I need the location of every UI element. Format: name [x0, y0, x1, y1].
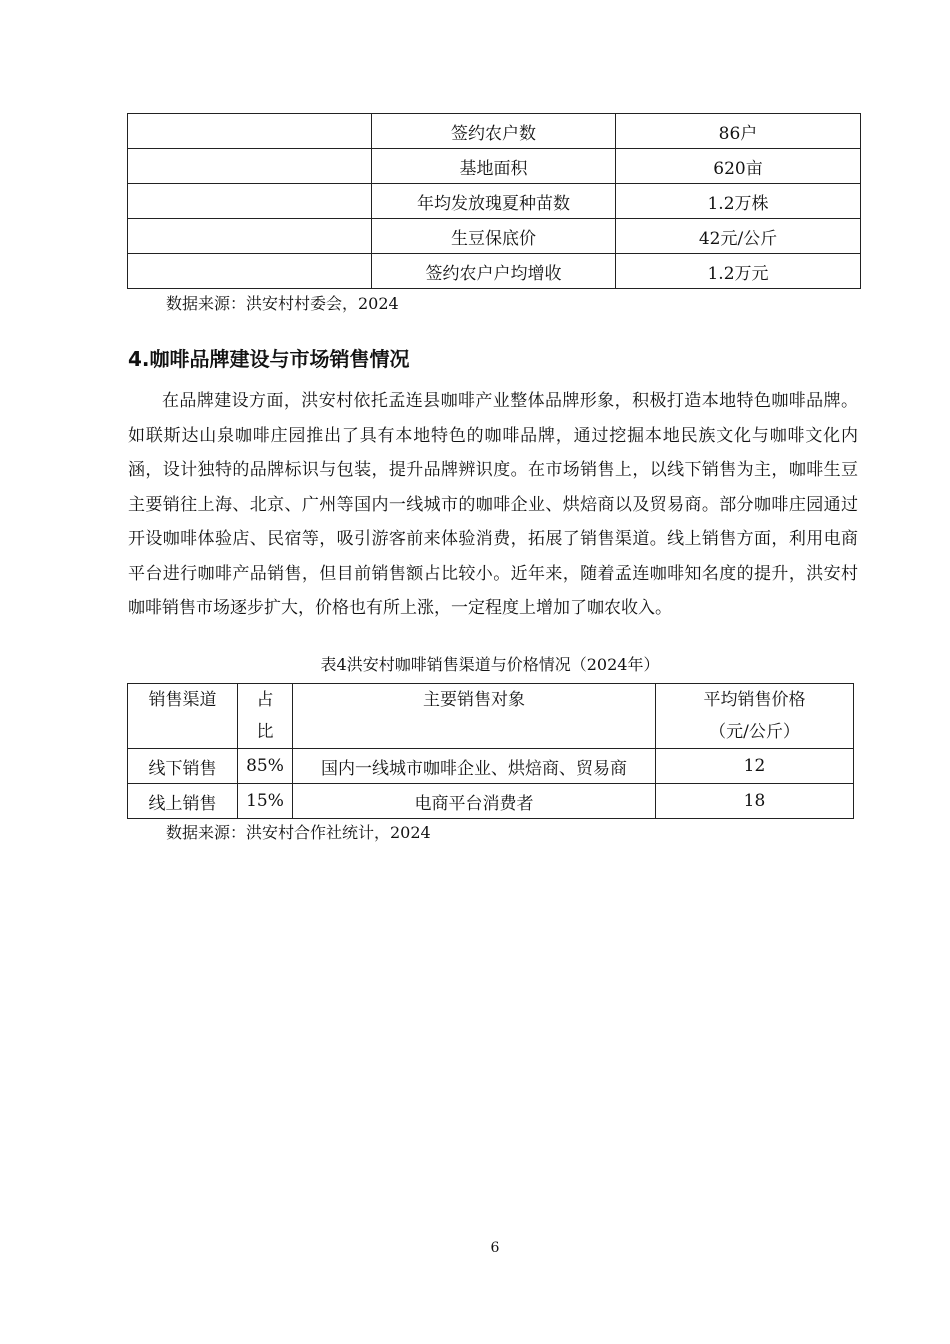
cell-price: 18 — [656, 784, 854, 819]
table-row — [128, 149, 861, 184]
table-row — [128, 219, 861, 254]
table-cell-item: 生豆保底价 — [372, 219, 616, 254]
table-cell-empty — [128, 254, 372, 289]
page-number: 6 — [490, 1240, 500, 1256]
table-cell-item: 签约农户户均增收 — [372, 254, 616, 289]
cell-channel: 线上销售 — [128, 784, 238, 819]
header-channel: 销售渠道 — [128, 684, 238, 749]
table-cell-value: 620亩 — [616, 149, 861, 184]
table-cell-empty — [128, 184, 372, 219]
header-price-line-2: （元/公斤） — [709, 722, 800, 742]
header-share-line-1: 占 — [256, 690, 274, 710]
cell-channel: 线下销售 — [128, 749, 238, 784]
table-cell-empty — [128, 114, 372, 149]
table-3-source: 数据来源：洪安村村委会，2024 — [166, 294, 399, 313]
table-4-caption: 表4洪安村咖啡销售渠道与价格情况（2024年） — [320, 655, 660, 674]
header-price-line-1: 平均销售价格 — [703, 690, 806, 710]
table-cell-value: 86户 — [616, 114, 861, 149]
table-cell-value: 42元/公斤 — [616, 219, 861, 254]
header-share-line-2: 比 — [256, 722, 274, 742]
body-paragraph: 在品牌建设方面，洪安村依托孟连县咖啡产业整体品牌形象，积极打造本地特色咖啡品牌。如联斯达山泉咖啡庄园推出了具有本地特色的咖啡品牌，通过挖掘本地民族文化与咖啡文化内涵，设计独特的品牌标识与包装，提升品牌辨识度。在市场销售上，以线下销售为主，咖啡生豆主要销往上海、北京、广州等国内一线城市的咖啡企业、烘焙商以及贸易商。部分咖啡庄园通过开设咖啡体验店、民宿等，吸引游客前来体验消费，拓展了销售渠道。线上销售方面，利用电商平台进行咖啡产品销售，但目前销售额占比较小。近年来，随着孟连咖啡知名度的提升，洪安村咖啡销售市场逐步扩大，价格也有所上涨，一定程度上增加了咖农收入。 — [128, 391, 858, 618]
table-row — [128, 254, 861, 289]
cell-share: 85% — [238, 749, 293, 784]
cell-target: 电商平台消费者 — [293, 784, 656, 819]
table-row — [128, 114, 861, 149]
cell-price: 12 — [656, 749, 854, 784]
section-heading: 4.咖啡品牌建设与市场销售情况 — [128, 347, 410, 371]
table-4-source: 数据来源：洪安村合作社统计，2024 — [166, 823, 431, 842]
table-cell-empty — [128, 219, 372, 254]
table-cell-value: 1.2万株 — [616, 184, 861, 219]
table-row — [128, 184, 861, 219]
header-target: 主要销售对象 — [293, 684, 656, 749]
header-price — [656, 684, 854, 749]
table-header-row — [128, 684, 854, 749]
table-cell-item: 基地面积 — [372, 149, 616, 184]
table-cell-item: 签约农户数 — [372, 114, 616, 149]
table-3 — [127, 113, 861, 289]
cell-share: 15% — [238, 784, 293, 819]
table-cell-item: 年均发放瑰夏种苗数 — [372, 184, 616, 219]
cell-target: 国内一线城市咖啡企业、烘焙商、贸易商 — [293, 749, 656, 784]
table-4 — [127, 683, 854, 819]
header-share — [238, 684, 293, 749]
table-row — [128, 749, 854, 784]
table-cell-value: 1.2万元 — [616, 254, 861, 289]
table-row — [128, 784, 854, 819]
table-cell-empty — [128, 149, 372, 184]
